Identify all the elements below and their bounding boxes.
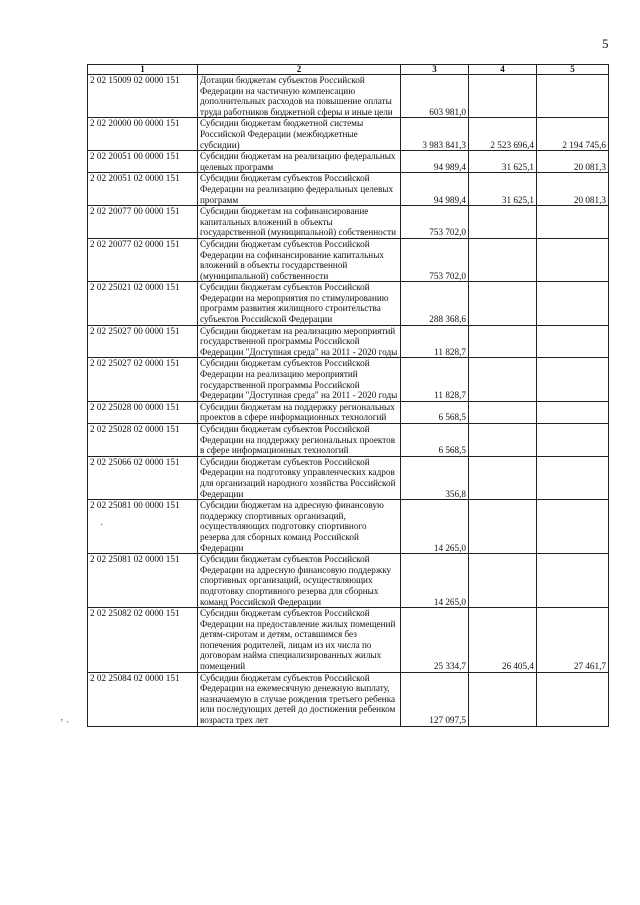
table-row — [88, 151, 609, 173]
column-header: 2 — [198, 65, 401, 75]
budget-code-cell: 2 02 25027 02 0000 151 — [88, 358, 198, 401]
budget-code-cell: 2 02 25081 02 0000 151 — [88, 554, 198, 608]
amount-col4-cell — [469, 401, 537, 423]
table-row — [88, 282, 609, 325]
description-cell: Субсидии бюджетам на софинансирование капитальных вложений в объекты государственной (муниципальной) собственности — [198, 206, 401, 239]
amount-col3-cell: 6 568,5 — [401, 424, 469, 457]
amount-col4-cell — [469, 206, 537, 239]
budget-code-cell: 2 02 25081 00 0000 151 — [88, 500, 198, 554]
column-header: 5 — [537, 65, 609, 75]
amount-col5-cell — [537, 554, 609, 608]
amount-col5-cell — [537, 206, 609, 239]
amount-col4-cell — [469, 75, 537, 118]
amount-col4-cell: 31 625,1 — [469, 173, 537, 206]
table-row — [88, 456, 609, 499]
budget-code-cell: 2 02 25028 02 0000 151 — [88, 424, 198, 457]
amount-col4-cell — [469, 554, 537, 608]
description-cell: Субсидии бюджетам субъектов Российской Федерации на ежемесячную денежную выплату, назначаемую в случае рождения третьего ребенка или последующих детей до достижения ребенком возраста трех лет — [198, 672, 401, 726]
amount-col5-cell — [537, 238, 609, 281]
amount-col5-cell — [537, 500, 609, 554]
description-cell: Субсидии бюджетам субъектов Российской Федерации на реализацию федеральных целевых программ — [198, 173, 401, 206]
description-cell: Субсидии бюджетам субъектов Российской Федерации на реализацию мероприятий государственной программы Российской Федерации "Доступная среда" на 2011 - 2020 годы — [198, 358, 401, 401]
amount-col4-cell: 31 625,1 — [469, 151, 537, 173]
amount-col5-cell — [537, 358, 609, 401]
amount-col3-cell: 94 989,4 — [401, 173, 469, 206]
table-row — [88, 608, 609, 673]
amount-col3-cell: 127 097,5 — [401, 672, 469, 726]
amount-col4-cell: 26 405,4 — [469, 608, 537, 673]
budget-code-cell: 2 02 20051 00 0000 151 — [88, 151, 198, 173]
table-row — [88, 500, 609, 554]
table-row — [88, 118, 609, 151]
amount-col5-cell — [537, 325, 609, 358]
table-row — [88, 173, 609, 206]
amount-col4-cell — [469, 282, 537, 325]
amount-col3-cell: 11 828,7 — [401, 358, 469, 401]
description-cell: Дотации бюджетам субъектов Российской Федерации на частичную компенсацию дополнительных расходов на повышение оплаты труда работников бюджетной сферы и иные цели — [198, 75, 401, 118]
description-cell: Субсидии бюджетам субъектов Российской Федерации на поддержку региональных проектов в сфере информационных технологий — [198, 424, 401, 457]
budget-code-cell: 2 02 20051 02 0000 151 — [88, 173, 198, 206]
table-header-row — [88, 65, 609, 75]
amount-col4-cell — [469, 500, 537, 554]
amount-col4-cell — [469, 358, 537, 401]
scan-artifact: · — [100, 520, 104, 531]
page-number: 5 — [602, 36, 609, 51]
table-row — [88, 424, 609, 457]
amount-col5-cell: 20 081,3 — [537, 151, 609, 173]
amount-col5-cell: 2 194 745,6 — [537, 118, 609, 151]
amount-col3-cell: 11 828,7 — [401, 325, 469, 358]
amount-col5-cell — [537, 75, 609, 118]
column-header: 4 — [469, 65, 537, 75]
description-cell: Субсидии бюджетам субъектов Российской Федерации на предоставление жилых помещений детям-сиротам и детям, оставшимся без попечения родителей, лицам из их числа по договорам найма специализированных жилых помещений — [198, 608, 401, 673]
amount-col5-cell — [537, 401, 609, 423]
amount-col3-cell: 6 568,5 — [401, 401, 469, 423]
amount-col3-cell: 3 983 841,3 — [401, 118, 469, 151]
budget-code-cell: 2 02 20077 00 0000 151 — [88, 206, 198, 239]
table-row — [88, 358, 609, 401]
description-cell: Субсидии бюджетам на адресную финансовую поддержку спортивных организаций, осуществляющих подготовку спортивного резерва для сборных команд Российской Федерации — [198, 500, 401, 554]
amount-col3-cell: 94 989,4 — [401, 151, 469, 173]
amount-col5-cell: 20 081,3 — [537, 173, 609, 206]
amount-col4-cell — [469, 424, 537, 457]
description-cell: Субсидии бюджетам на реализацию федеральных целевых программ — [198, 151, 401, 173]
revenue-table — [87, 64, 609, 727]
description-cell: Субсидии бюджетам на поддержку региональных проектов в сфере информационных технологий — [198, 401, 401, 423]
amount-col4-cell — [469, 325, 537, 358]
budget-code-cell: 2 02 25082 02 0000 151 — [88, 608, 198, 673]
description-cell: Субсидии бюджетам субъектов Российской Федерации на адресную финансовую поддержку спортивных организаций, осуществляющих подготовку спортивного резерва для сборных команд Российской Федерации — [198, 554, 401, 608]
column-header: 1 — [88, 65, 198, 75]
table-row — [88, 672, 609, 726]
description-cell: Субсидии бюджетам на реализацию мероприятий государственной программы Российской Федерации "Доступная среда" на 2011 - 2020 годы — [198, 325, 401, 358]
amount-col3-cell: 753 702,0 — [401, 238, 469, 281]
description-cell: Субсидии бюджетам субъектов Российской Федерации на мероприятия по стимулированию программ развития жилищного строительства субъектов Российской Федерации — [198, 282, 401, 325]
amount-col3-cell: 356,8 — [401, 456, 469, 499]
description-cell: Субсидии бюджетам субъектов Российской Федерации на софинансирование капитальных вложений в объекты государственной (муниципальной) собственности — [198, 238, 401, 281]
table-row — [88, 238, 609, 281]
budget-code-cell: 2 02 25066 02 0000 151 — [88, 456, 198, 499]
amount-col3-cell: 603 981,0 — [401, 75, 469, 118]
budget-code-cell: 2 02 25027 00 0000 151 — [88, 325, 198, 358]
amount-col4-cell: 2 523 696,4 — [469, 118, 537, 151]
table-row — [88, 401, 609, 423]
budget-code-cell: 2 02 20077 02 0000 151 — [88, 238, 198, 281]
amount-col5-cell: 27 461,7 — [537, 608, 609, 673]
amount-col3-cell: 753 702,0 — [401, 206, 469, 239]
scan-artifact: ‚ ˎ — [60, 712, 70, 723]
amount-col4-cell — [469, 456, 537, 499]
amount-col5-cell — [537, 282, 609, 325]
amount-col3-cell: 14 265,0 — [401, 500, 469, 554]
table-row — [88, 206, 609, 239]
amount-col5-cell — [537, 424, 609, 457]
column-header: 3 — [401, 65, 469, 75]
amount-col5-cell — [537, 456, 609, 499]
table-row — [88, 554, 609, 608]
amount-col3-cell: 14 265,0 — [401, 554, 469, 608]
budget-code-cell: 2 02 25084 02 0000 151 — [88, 672, 198, 726]
budget-code-cell: 2 02 25028 00 0000 151 — [88, 401, 198, 423]
budget-code-cell: 2 02 15009 02 0000 151 — [88, 75, 198, 118]
amount-col4-cell — [469, 238, 537, 281]
amount-col3-cell: 25 334,7 — [401, 608, 469, 673]
amount-col3-cell: 288 368,6 — [401, 282, 469, 325]
amount-col5-cell — [537, 672, 609, 726]
table-row — [88, 325, 609, 358]
description-cell: Субсидии бюджетам субъектов Российской Федерации на подготовку управленческих кадров для организаций народного хозяйства Российской Федерации — [198, 456, 401, 499]
description-cell: Субсидии бюджетам бюджетной системы Российской Федерации (межбюджетные субсидии) — [198, 118, 401, 151]
table-row — [88, 75, 609, 118]
amount-col4-cell — [469, 672, 537, 726]
budget-code-cell: 2 02 25021 02 0000 151 — [88, 282, 198, 325]
budget-code-cell: 2 02 20000 00 0000 151 — [88, 118, 198, 151]
